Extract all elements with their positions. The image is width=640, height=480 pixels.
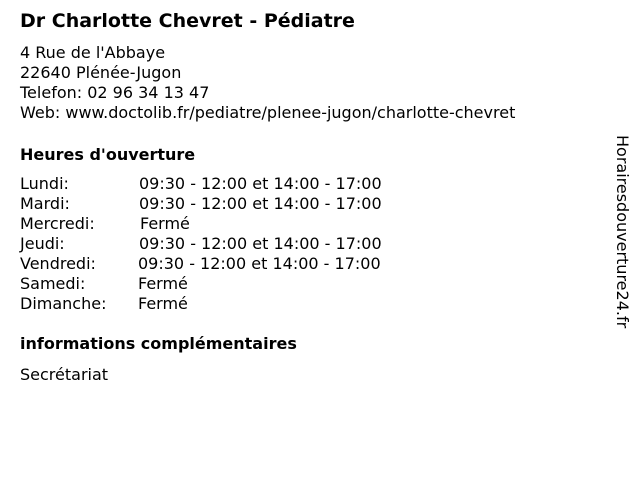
page-title: Dr Charlotte Chevret - Pédiatre (20, 10, 355, 32)
watermark-text: Horairesdouverture24.fr (613, 135, 632, 329)
site-watermark (612, 135, 632, 345)
time-value: 09:30 - 12:00 et 14:00 - 17:00 (139, 234, 382, 253)
day-label: Mercredi: (20, 214, 95, 233)
time-value: Fermé (138, 274, 188, 293)
hours-heading: Heures d'ouverture (20, 145, 196, 164)
street-address: 4 Rue de l'Abbaye (20, 43, 166, 62)
website-link[interactable]: Web: www.doctolib.fr/pediatre/plenee-jugon/charlotte-chevret (20, 103, 516, 122)
time-value: Fermé (138, 294, 188, 313)
day-label: Jeudi: (20, 234, 65, 253)
phone-number: Telefon: 02 96 34 13 47 (20, 83, 210, 102)
day-label: Samedi: (20, 274, 86, 293)
time-value: 09:30 - 12:00 et 14:00 - 17:00 (139, 194, 382, 213)
info-heading: informations complémentaires (20, 334, 297, 353)
info-text: Secrétariat (20, 365, 109, 384)
day-label: Mardi: (20, 194, 70, 213)
city-postal: 22640 Plénée-Jugon (20, 63, 182, 82)
day-label: Dimanche: (20, 294, 107, 313)
time-value: Fermé (140, 214, 190, 233)
time-value: 09:30 - 12:00 et 14:00 - 17:00 (139, 174, 382, 193)
time-value: 09:30 - 12:00 et 14:00 - 17:00 (138, 254, 381, 273)
day-label: Lundi: (20, 174, 69, 193)
day-label: Vendredi: (20, 254, 96, 273)
address-block (20, 43, 515, 123)
